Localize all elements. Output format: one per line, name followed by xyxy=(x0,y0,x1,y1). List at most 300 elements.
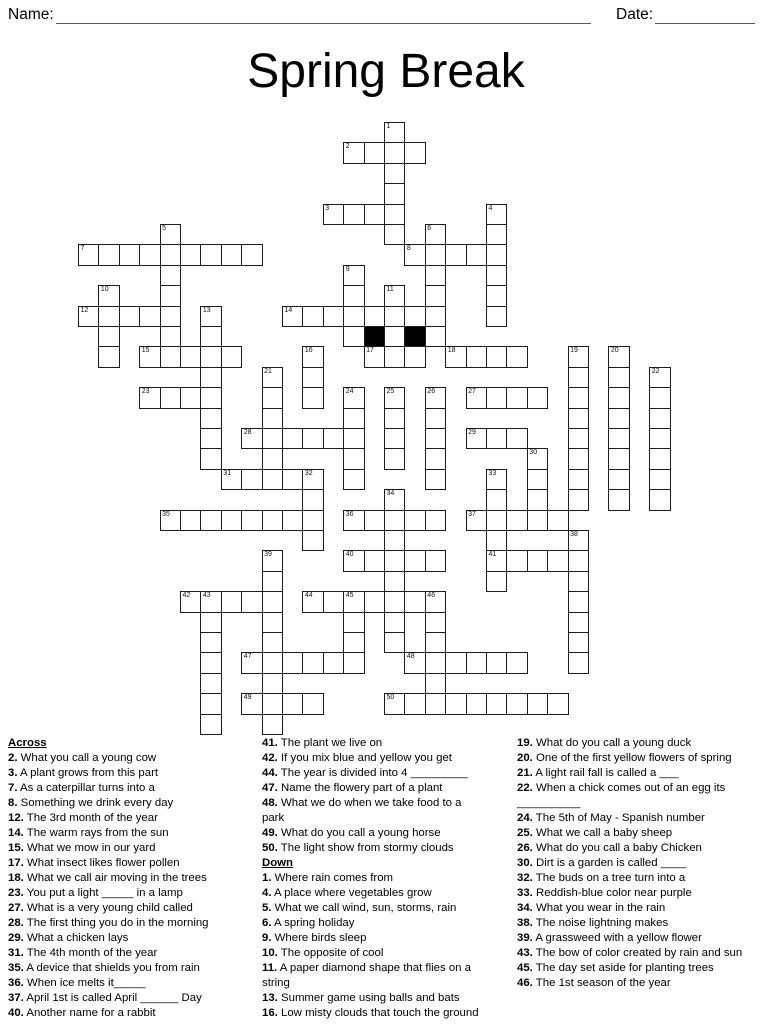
grid-cell-number: 7 xyxy=(80,245,85,253)
grid-cell xyxy=(568,346,589,367)
grid-cell xyxy=(78,306,99,327)
grid-cell xyxy=(221,244,242,265)
clue-item: 7. As a caterpillar turns into a xyxy=(8,782,155,794)
grid-cell xyxy=(384,591,405,612)
clue-item: 13. Summer game using balls and bats xyxy=(262,992,460,1004)
grid-cell xyxy=(364,306,385,327)
grid-cell xyxy=(343,204,364,225)
grid-cell xyxy=(425,632,446,653)
grid-cell xyxy=(302,591,323,612)
grid-cell xyxy=(282,693,303,714)
grid-cell xyxy=(506,652,527,673)
grid-cell xyxy=(384,632,405,653)
grid-cell xyxy=(160,510,181,531)
clues-section-header: Across xyxy=(8,737,47,749)
grid-cell xyxy=(119,244,140,265)
grid-cell xyxy=(466,346,487,367)
grid-cell xyxy=(384,489,405,510)
clue-item: 12. The 3rd month of the year xyxy=(8,812,158,824)
grid-cell xyxy=(221,510,242,531)
clue-item: 28. The first thing you do in the morning xyxy=(8,917,209,929)
clue-item: 25. What we call a baby sheep xyxy=(517,827,673,839)
grid-cell xyxy=(404,142,425,163)
grid-cell xyxy=(200,714,221,735)
grid-cell xyxy=(649,448,670,469)
grid-cell xyxy=(302,306,323,327)
clue-item: 23. You put a light _____ in a lamp xyxy=(8,887,183,899)
grid-cell xyxy=(343,612,364,633)
clue-item: 11. A paper diamond shape that flies on a string xyxy=(262,962,471,989)
grid-cell xyxy=(160,265,181,286)
grid-cell-number: 11 xyxy=(386,286,394,294)
grid-cell xyxy=(568,469,589,490)
grid-cell xyxy=(262,510,283,531)
clue-item: 47. Name the flowery part of a plant xyxy=(262,782,443,794)
clues-section-header: Down xyxy=(262,857,294,869)
clue-item: 19. What do you call a young duck xyxy=(517,737,692,749)
grid-cell xyxy=(343,306,364,327)
grid-cell xyxy=(506,693,527,714)
grid-cell xyxy=(547,510,568,531)
grid-cell xyxy=(200,510,221,531)
grid-cell xyxy=(486,469,507,490)
grid-cell xyxy=(568,428,589,449)
grid-cell xyxy=(384,163,405,184)
grid-cell xyxy=(384,285,405,306)
clue-column-middle xyxy=(262,736,484,1021)
grid-cell xyxy=(568,632,589,653)
grid-cell xyxy=(200,326,221,347)
grid-cell xyxy=(180,510,201,531)
grid-cell xyxy=(568,530,589,551)
grid-cell xyxy=(527,387,548,408)
grid-cell xyxy=(98,326,119,347)
grid-cell xyxy=(364,142,385,163)
grid-cell xyxy=(241,428,262,449)
grid-cell xyxy=(262,550,283,571)
grid-cell xyxy=(241,652,262,673)
grid-cell xyxy=(425,265,446,286)
clue-item: 24. The 5th of May - Spanish number xyxy=(517,812,705,824)
grid-cell xyxy=(649,469,670,490)
grid-cell xyxy=(323,591,344,612)
grid-cell xyxy=(608,489,629,510)
clue-item: 14. The warm rays from the sun xyxy=(8,827,169,839)
grid-cell xyxy=(200,428,221,449)
grid-cell xyxy=(302,530,323,551)
grid-cell xyxy=(568,408,589,429)
grid-cell xyxy=(608,469,629,490)
clue-item: 16. Low misty clouds that touch the ground xyxy=(262,1007,479,1019)
grid-cell xyxy=(200,591,221,612)
grid-cell-number: 12 xyxy=(80,306,89,314)
clue-item: 39. A grassweed with a yellow flower xyxy=(517,932,702,944)
grid-cell xyxy=(139,346,160,367)
grid-cell xyxy=(384,571,405,592)
grid-cell xyxy=(384,408,405,429)
grid-cell xyxy=(262,612,283,633)
grid-cell xyxy=(139,387,160,408)
grid-cell xyxy=(160,306,181,327)
grid-cell xyxy=(608,408,629,429)
grid-cell xyxy=(425,244,446,265)
grid-cell xyxy=(180,387,201,408)
grid-cell xyxy=(241,244,262,265)
grid-cell xyxy=(527,489,548,510)
clue-column-left xyxy=(8,736,255,1021)
clue-item: 22. When a chick comes out of an egg its __________ xyxy=(517,782,726,809)
grid-cell xyxy=(200,367,221,388)
grid-cell-number: 40 xyxy=(345,551,354,559)
grid-cell xyxy=(445,244,466,265)
grid-cell xyxy=(384,122,405,143)
grid-cell-number: 17 xyxy=(366,347,374,355)
grid-cell xyxy=(568,387,589,408)
grid-cell xyxy=(221,346,242,367)
grid-cell xyxy=(466,652,487,673)
grid-cell xyxy=(486,510,507,531)
grid-cell xyxy=(343,591,364,612)
grid-cell xyxy=(302,489,323,510)
grid-cell xyxy=(568,571,589,592)
clue-item: 33. Reddish-blue color near purple xyxy=(517,887,692,899)
grid-cell-number: 22 xyxy=(651,367,660,375)
grid-cell xyxy=(323,306,344,327)
grid-cell xyxy=(547,550,568,571)
grid-cell xyxy=(343,469,364,490)
grid-cell xyxy=(384,306,405,327)
grid-cell xyxy=(364,591,385,612)
grid-cell xyxy=(139,306,160,327)
grid-cell xyxy=(425,224,446,245)
clue-column-right xyxy=(517,736,770,991)
clue-item: 35. A device that shields you from rain xyxy=(8,962,200,974)
grid-cell xyxy=(506,510,527,531)
grid-cell xyxy=(302,367,323,388)
grid-cell xyxy=(384,428,405,449)
grid-cell-number: 32 xyxy=(304,469,313,477)
grid-cell xyxy=(486,346,507,367)
clue-item: 49. What do you call a young horse xyxy=(262,827,441,839)
grid-cell xyxy=(466,244,487,265)
grid-cell xyxy=(527,469,548,490)
clue-item: 2. What you call a young cow xyxy=(8,752,157,764)
grid-cell xyxy=(425,673,446,694)
grid-cell xyxy=(384,448,405,469)
grid-cell xyxy=(445,346,466,367)
grid-cell xyxy=(98,285,119,306)
grid-cell xyxy=(466,428,487,449)
grid-cell xyxy=(527,510,548,531)
grid-cell xyxy=(200,408,221,429)
grid-cell xyxy=(649,367,670,388)
grid-cell xyxy=(343,428,364,449)
grid-cell-number: 10 xyxy=(100,286,109,294)
grid-cell xyxy=(343,632,364,653)
grid-cell xyxy=(241,693,262,714)
grid-cell xyxy=(384,183,405,204)
grid-cell xyxy=(486,224,507,245)
grid-cell xyxy=(486,204,507,225)
grid-cell xyxy=(302,693,323,714)
grid-cell xyxy=(282,306,303,327)
grid-cell xyxy=(404,652,425,673)
grid-cell-number: 27 xyxy=(468,388,476,396)
grid-cell xyxy=(425,326,446,347)
grid-cell xyxy=(506,428,527,449)
clue-item: 43. The bow of color created by rain and sun xyxy=(517,947,743,959)
grid-cell xyxy=(160,285,181,306)
clue-item: 15. What we mow in our yard xyxy=(8,842,156,854)
clue-item: 38. The noise lightning makes xyxy=(517,917,669,929)
grid-cell xyxy=(527,550,548,571)
grid-cell xyxy=(98,306,119,327)
grid-cell xyxy=(343,265,364,286)
grid-black-cell xyxy=(364,326,385,347)
grid-cell xyxy=(486,387,507,408)
grid-cell xyxy=(486,489,507,510)
grid-cell-number: 24 xyxy=(345,388,354,396)
grid-cell xyxy=(262,571,283,592)
grid-cell xyxy=(649,428,670,449)
clue-item: 6. A spring holiday xyxy=(262,917,355,929)
grid-cell xyxy=(302,469,323,490)
clue-item: 50. The light show from stormy clouds xyxy=(262,842,454,854)
grid-cell-number: 26 xyxy=(427,388,436,396)
grid-cell xyxy=(364,550,385,571)
grid-cell xyxy=(343,326,364,347)
clue-item: 34. What you wear in the rain xyxy=(517,902,666,914)
grid-cell xyxy=(160,346,181,367)
grid-cell xyxy=(282,469,303,490)
grid-cell xyxy=(568,550,589,571)
clue-item: 27. What is a very young child called xyxy=(8,902,193,914)
grid-cell xyxy=(302,428,323,449)
grid-cell xyxy=(506,550,527,571)
grid-cell xyxy=(425,652,446,673)
grid-cell xyxy=(649,387,670,408)
grid-cell xyxy=(425,693,446,714)
grid-cell xyxy=(608,346,629,367)
grid-cell-number: 23 xyxy=(141,388,150,396)
grid-cell-number: 47 xyxy=(243,653,252,661)
clue-item: 37. April 1st is called April ______ Day xyxy=(8,992,202,1004)
clue-item: 32. The buds on a tree turn into a xyxy=(517,872,686,884)
grid-cell xyxy=(282,428,303,449)
grid-cell-number: 28 xyxy=(243,429,252,436)
clue-item: 20. One of the first yellow flowers of spring xyxy=(517,752,732,764)
clue-item: 44. The year is divided into 4 _________ xyxy=(262,767,468,779)
grid-cell xyxy=(200,387,221,408)
grid-cell xyxy=(364,204,385,225)
grid-cell xyxy=(262,448,283,469)
grid-black-cell xyxy=(404,326,425,347)
page-title: Spring Break xyxy=(247,45,525,98)
clue-item: 30. Dirt is a garden is called ____ xyxy=(517,857,687,869)
grid-cell xyxy=(343,387,364,408)
grid-cell xyxy=(262,387,283,408)
grid-cell xyxy=(241,510,262,531)
grid-cell-number: 31 xyxy=(223,469,232,477)
grid-cell xyxy=(527,693,548,714)
grid-cell xyxy=(343,408,364,429)
grid-cell xyxy=(608,387,629,408)
grid-cell xyxy=(568,489,589,510)
grid-cell-number: 16 xyxy=(304,347,313,355)
grid-cell xyxy=(180,346,201,367)
grid-cell xyxy=(221,591,242,612)
clue-item: 10. The opposite of cool xyxy=(262,947,384,959)
grid-cell xyxy=(404,510,425,531)
grid-cell xyxy=(384,612,405,633)
grid-cell xyxy=(119,306,140,327)
grid-cell xyxy=(262,367,283,388)
grid-cell xyxy=(343,550,364,571)
grid-cell xyxy=(302,510,323,531)
grid-cell-number: 39 xyxy=(264,551,272,559)
grid-cell xyxy=(98,346,119,367)
date-label: Date: xyxy=(616,6,654,23)
grid-cell xyxy=(568,367,589,388)
grid-cell xyxy=(160,387,181,408)
clue-item: 21. A light rail fall is called a ___ xyxy=(517,767,679,779)
grid-cell xyxy=(404,550,425,571)
grid-cell xyxy=(200,632,221,653)
grid-cell xyxy=(425,408,446,429)
grid-cell xyxy=(425,469,446,490)
grid-cell xyxy=(486,652,507,673)
name-label: Name: xyxy=(8,6,54,23)
grid-cell-number: 44 xyxy=(304,592,313,600)
grid-cell-number: 35 xyxy=(162,510,170,518)
grid-cell xyxy=(425,428,446,449)
grid-cell xyxy=(180,591,201,612)
grid-cell-number: 34 xyxy=(386,490,395,498)
grid-cell xyxy=(323,652,344,673)
grid-cell xyxy=(180,244,201,265)
grid-cell xyxy=(262,714,283,735)
grid-cell xyxy=(262,652,283,673)
grid-cell xyxy=(241,469,262,490)
grid-cell-number: 5 xyxy=(162,225,166,232)
grid-cell xyxy=(262,693,283,714)
grid-cell xyxy=(262,408,283,429)
grid-cell xyxy=(262,673,283,694)
grid-cell xyxy=(486,571,507,592)
grid-cell-number: 19 xyxy=(570,347,578,355)
grid-cell xyxy=(364,510,385,531)
grid-cell xyxy=(160,244,181,265)
grid-cell xyxy=(78,244,99,265)
grid-cell xyxy=(384,693,405,714)
grid-cell-number: 1 xyxy=(386,123,391,130)
grid-cell xyxy=(323,428,344,449)
grid-cell xyxy=(425,612,446,633)
grid-cell-number: 43 xyxy=(202,592,211,600)
grid-cell xyxy=(98,244,119,265)
grid-cell-number: 38 xyxy=(570,531,578,538)
grid-cell-number: 4 xyxy=(488,204,493,212)
grid-cell xyxy=(425,448,446,469)
grid-cell xyxy=(568,612,589,633)
grid-cell-number: 36 xyxy=(345,510,354,518)
grid-cell xyxy=(384,346,405,367)
grid-cell xyxy=(323,204,344,225)
grid-cell-number: 46 xyxy=(427,592,436,600)
grid-cell xyxy=(200,306,221,327)
grid-cell xyxy=(160,224,181,245)
grid-cell xyxy=(343,510,364,531)
grid-cell-number: 33 xyxy=(488,469,497,477)
grid-cell xyxy=(486,306,507,327)
clue-item: 31. The 4th month of the year xyxy=(8,947,158,959)
grid-cell-number: 30 xyxy=(529,449,538,457)
clue-item: 9. Where birds sleep xyxy=(262,932,367,944)
grid-cell xyxy=(262,428,283,449)
grid-cell-number: 9 xyxy=(345,265,350,273)
grid-cell xyxy=(486,693,507,714)
clue-item: 17. What insect likes flower pollen xyxy=(8,857,180,869)
grid-cell xyxy=(568,591,589,612)
grid-cell-number: 13 xyxy=(202,306,211,314)
grid-cell xyxy=(527,448,548,469)
grid-cell xyxy=(404,306,425,327)
grid-cell-number: 37 xyxy=(468,510,476,518)
grid-cell xyxy=(547,693,568,714)
grid-cell-number: 50 xyxy=(386,694,395,702)
grid-cell xyxy=(200,448,221,469)
grid-cell xyxy=(425,387,446,408)
grid-cell xyxy=(200,346,221,367)
clue-item: 3. A plant grows from this part xyxy=(8,767,159,779)
grid-cell-number: 25 xyxy=(386,388,395,396)
grid-cell xyxy=(404,244,425,265)
clue-item: 41. The plant we live on xyxy=(262,737,383,749)
grid-cell-number: 2 xyxy=(345,143,350,151)
grid-cell xyxy=(466,693,487,714)
grid-cell-number: 8 xyxy=(406,245,411,253)
clue-item: 40. Another name for a rabbit xyxy=(8,1007,156,1019)
grid-cell-number: 20 xyxy=(610,347,619,355)
grid-cell xyxy=(384,204,405,225)
grid-cell xyxy=(343,448,364,469)
grid-cell xyxy=(221,469,242,490)
grid-cell xyxy=(200,673,221,694)
grid-cell xyxy=(486,550,507,571)
grid-cell xyxy=(649,408,670,429)
grid-cell xyxy=(404,346,425,367)
grid-cell xyxy=(425,285,446,306)
grid-cell xyxy=(384,142,405,163)
grid-cell xyxy=(262,591,283,612)
grid-cell xyxy=(302,652,323,673)
grid-cell-number: 14 xyxy=(284,306,293,314)
clue-item: 46. The 1st season of the year xyxy=(517,977,671,989)
grid-cell-number: 21 xyxy=(264,367,272,375)
grid-cell xyxy=(568,448,589,469)
grid-cell xyxy=(445,693,466,714)
grid-cell-number: 48 xyxy=(406,653,415,661)
grid-cell xyxy=(486,265,507,286)
grid-cell-number: 15 xyxy=(141,347,150,355)
grid-cell xyxy=(384,550,405,571)
grid-cell xyxy=(445,652,466,673)
grid-cell xyxy=(486,428,507,449)
grid-cell xyxy=(608,367,629,388)
grid-cell xyxy=(262,632,283,653)
clue-item: 48. What we do when we take food to a park xyxy=(262,797,462,824)
grid-cell xyxy=(343,285,364,306)
